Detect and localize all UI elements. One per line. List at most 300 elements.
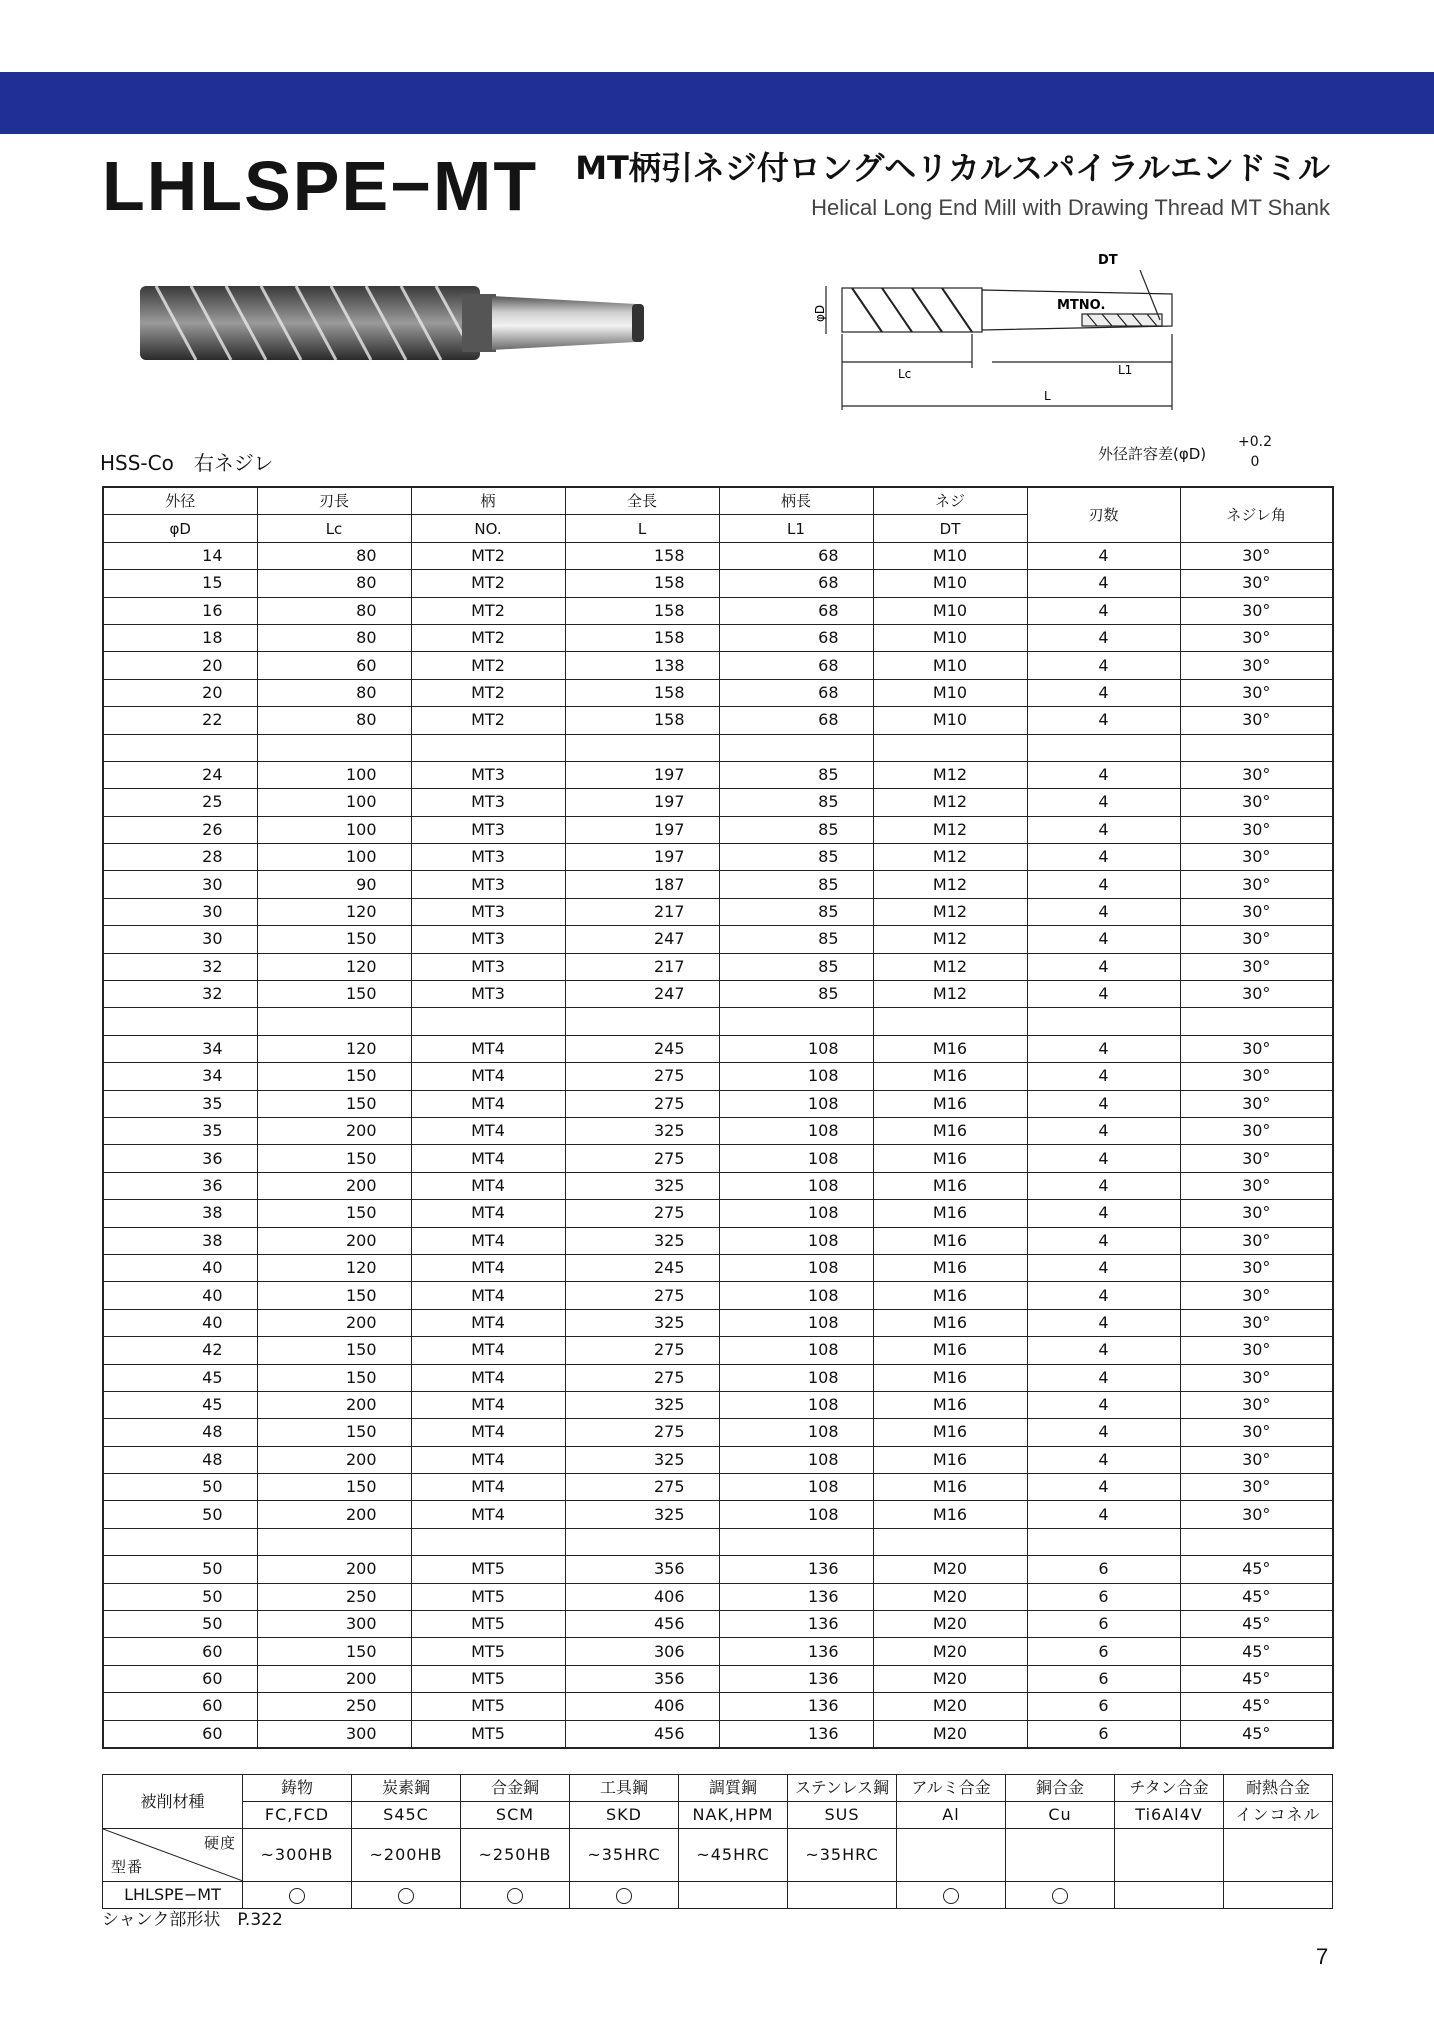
table-row [103, 1583, 1333, 1610]
cell-thread: M12 [873, 898, 1027, 925]
cell-flute-length: 150 [257, 1145, 411, 1172]
suitability-cell [461, 1882, 570, 1909]
cell-shank-length: 68 [719, 679, 873, 706]
cell-flutes: 4 [1027, 1391, 1180, 1418]
material-hardness: ~200HB [352, 1829, 461, 1882]
table-row [103, 570, 1333, 597]
cell-helix-angle: 30° [1180, 1035, 1333, 1062]
cell-flute-length: 100 [257, 844, 411, 871]
cell-shank-no: MT4 [411, 1474, 565, 1501]
cell-thread [873, 734, 1027, 761]
product-title-jp: MT柄引ネジ付ロングヘリカルスパイラルエンドミル [575, 149, 1330, 187]
cell-flute-length: 120 [257, 1035, 411, 1062]
cell-shank-no: MT5 [411, 1720, 565, 1748]
cell-shank-length: 68 [719, 542, 873, 569]
cell-overall-length: 158 [565, 624, 719, 651]
table-row [103, 1282, 1333, 1309]
cell-helix-angle: 45° [1180, 1583, 1333, 1610]
cell-shank-length: 108 [719, 1117, 873, 1144]
cell-flutes: 4 [1027, 624, 1180, 651]
cell-overall-length: 197 [565, 789, 719, 816]
technical-drawing [812, 250, 1262, 412]
cell-helix-angle: 30° [1180, 1446, 1333, 1473]
cell-flutes: 4 [1027, 597, 1180, 624]
cell-flute-length: 150 [257, 1337, 411, 1364]
cell-flutes: 4 [1027, 816, 1180, 843]
cell-thread: M16 [873, 1391, 1027, 1418]
cell-helix-angle [1180, 734, 1333, 761]
cell-shank-no: MT4 [411, 1145, 565, 1172]
cell-diameter: 50 [103, 1583, 257, 1610]
cell-helix-angle: 30° [1180, 624, 1333, 651]
cell-helix-angle: 30° [1180, 570, 1333, 597]
cell-helix-angle: 30° [1180, 597, 1333, 624]
cell-shank-no: MT5 [411, 1611, 565, 1638]
cell-shank-no: MT3 [411, 789, 565, 816]
drawing-dt-label: DT [1098, 253, 1118, 268]
cell-overall-length: 456 [565, 1611, 719, 1638]
suitable-circle-icon [289, 1888, 305, 1904]
cell-flutes: 4 [1027, 542, 1180, 569]
cell-flute-length: 300 [257, 1720, 411, 1748]
cell-thread [873, 1008, 1027, 1035]
cell-flute-length: 200 [257, 1117, 411, 1144]
cell-shank-length [719, 1528, 873, 1555]
cell-flutes: 4 [1027, 789, 1180, 816]
cell-thread: M10 [873, 542, 1027, 569]
cell-diameter: 60 [103, 1665, 257, 1692]
cell-flute-length: 100 [257, 761, 411, 788]
cell-helix-angle [1180, 1528, 1333, 1555]
material-grade: SKD [570, 1802, 679, 1829]
cell-diameter: 30 [103, 898, 257, 925]
material-grade: Ti6Al4V [1115, 1802, 1224, 1829]
cell-thread: M20 [873, 1693, 1027, 1720]
cell-flutes: 4 [1027, 1117, 1180, 1144]
cell-overall-length: 325 [565, 1391, 719, 1418]
cell-shank-length: 85 [719, 953, 873, 980]
cell-flutes: 4 [1027, 761, 1180, 788]
model-name: LHLSPE−MT [103, 1882, 243, 1909]
cell-flute-length: 80 [257, 542, 411, 569]
cell-shank-length: 108 [719, 1337, 873, 1364]
table-row [103, 1200, 1333, 1227]
table-row [103, 761, 1333, 788]
cell-shank-no: MT2 [411, 707, 565, 734]
cell-overall-length: 217 [565, 898, 719, 925]
cell-shank-length: 108 [719, 1501, 873, 1528]
cell-diameter: 22 [103, 707, 257, 734]
cell-flute-length: 250 [257, 1583, 411, 1610]
cell-thread: M16 [873, 1309, 1027, 1336]
cell-overall-length: 325 [565, 1227, 719, 1254]
cell-flute-length: 120 [257, 1254, 411, 1281]
material-grade: Cu [1006, 1802, 1115, 1829]
cell-shank-length: 85 [719, 898, 873, 925]
suitable-circle-icon [507, 1888, 523, 1904]
cell-flutes: 6 [1027, 1611, 1180, 1638]
cell-helix-angle: 30° [1180, 1419, 1333, 1446]
suitability-cell [1115, 1882, 1224, 1909]
cell-shank-no: MT4 [411, 1391, 565, 1418]
cell-diameter: 60 [103, 1720, 257, 1748]
cell-flute-length: 80 [257, 707, 411, 734]
cell-helix-angle: 30° [1180, 1501, 1333, 1528]
table-row [103, 953, 1333, 980]
cell-flutes [1027, 1008, 1180, 1035]
drawing-l1-label: L1 [1118, 363, 1133, 377]
cell-shank-length: 108 [719, 1063, 873, 1090]
cell-thread: M16 [873, 1172, 1027, 1199]
cell-flutes: 4 [1027, 1254, 1180, 1281]
table-row [103, 624, 1333, 651]
cell-flutes: 4 [1027, 652, 1180, 679]
cell-diameter: 15 [103, 570, 257, 597]
cell-thread: M10 [873, 652, 1027, 679]
cell-shank-no: MT4 [411, 1419, 565, 1446]
table-row [103, 871, 1333, 898]
cell-thread: M20 [873, 1665, 1027, 1692]
cell-overall-length: 187 [565, 871, 719, 898]
cell-flutes: 4 [1027, 953, 1180, 980]
cell-thread: M16 [873, 1117, 1027, 1144]
cell-flute-length: 300 [257, 1611, 411, 1638]
cell-thread: M12 [873, 926, 1027, 953]
cell-thread [873, 1528, 1027, 1555]
cell-helix-angle: 30° [1180, 1227, 1333, 1254]
hardness-label: 硬度 [203, 1834, 236, 1852]
cell-shank-length: 136 [719, 1638, 873, 1665]
cell-overall-length [565, 734, 719, 761]
material-category: チタン合金 [1115, 1775, 1224, 1802]
table-row [103, 926, 1333, 953]
cell-overall-length: 247 [565, 926, 719, 953]
cell-overall-length [565, 1008, 719, 1035]
cell-thread: M16 [873, 1337, 1027, 1364]
page-number: 7 [1316, 1944, 1329, 1969]
cell-overall-length: 275 [565, 1419, 719, 1446]
cell-diameter: 50 [103, 1474, 257, 1501]
table-row [103, 1117, 1333, 1144]
cell-shank-length: 85 [719, 981, 873, 1008]
table-row [103, 1419, 1333, 1446]
cell-helix-angle: 30° [1180, 1254, 1333, 1281]
cell-diameter: 34 [103, 1035, 257, 1062]
material-category-row [103, 1775, 1333, 1802]
col-symbol-l: L [565, 515, 719, 542]
cell-shank-no [411, 1008, 565, 1035]
cell-helix-angle: 30° [1180, 652, 1333, 679]
cell-thread: M16 [873, 1282, 1027, 1309]
tolerance-lower: 0 [1250, 454, 1260, 470]
cell-diameter: 40 [103, 1309, 257, 1336]
cell-shank-length: 108 [719, 1391, 873, 1418]
cell-shank-length: 85 [719, 871, 873, 898]
table-row [103, 1391, 1333, 1418]
suitable-circle-icon [616, 1888, 632, 1904]
cell-diameter: 60 [103, 1693, 257, 1720]
cell-thread: M16 [873, 1145, 1027, 1172]
table-row [103, 1693, 1333, 1720]
cell-shank-no: MT2 [411, 542, 565, 569]
table-row [103, 1446, 1333, 1473]
cell-overall-length: 406 [565, 1693, 719, 1720]
cell-thread: M10 [873, 679, 1027, 706]
material-hardness [1224, 1829, 1333, 1882]
cell-overall-length: 275 [565, 1337, 719, 1364]
cell-diameter: 36 [103, 1145, 257, 1172]
table-row [103, 844, 1333, 871]
cell-flute-length: 200 [257, 1446, 411, 1473]
cell-overall-length: 158 [565, 542, 719, 569]
cell-shank-length: 68 [719, 707, 873, 734]
material-category: 銅合金 [1006, 1775, 1115, 1802]
table-row [103, 1172, 1333, 1199]
col-header-shank-length: 柄長 [719, 487, 873, 515]
tolerance-values [1238, 432, 1272, 472]
material-category: 調質鋼 [679, 1775, 788, 1802]
cell-overall-length: 325 [565, 1172, 719, 1199]
cell-thread: M12 [873, 761, 1027, 788]
cell-flutes: 4 [1027, 1172, 1180, 1199]
cell-flutes: 4 [1027, 871, 1180, 898]
shank-reference-note: シャンク部形状 P.322 [102, 1910, 283, 1930]
cell-diameter: 50 [103, 1501, 257, 1528]
cell-diameter: 16 [103, 597, 257, 624]
cell-shank-no: MT4 [411, 1117, 565, 1144]
cell-overall-length: 245 [565, 1035, 719, 1062]
table-row [103, 1063, 1333, 1090]
cell-overall-length: 306 [565, 1638, 719, 1665]
cell-flute-length: 150 [257, 1282, 411, 1309]
col-header-flute-length: 刃長 [257, 487, 411, 515]
col-symbol-no: NO. [411, 515, 565, 542]
cell-flute-length: 150 [257, 981, 411, 1008]
work-material-label: 被削材種 [103, 1775, 243, 1829]
material-hardness: ~250HB [461, 1829, 570, 1882]
drawing-d-label: φD [813, 304, 827, 322]
cell-flute-length: 200 [257, 1227, 411, 1254]
suitability-cell [570, 1882, 679, 1909]
cell-flutes: 4 [1027, 1501, 1180, 1528]
cell-flutes: 4 [1027, 1145, 1180, 1172]
cell-overall-length: 356 [565, 1556, 719, 1583]
cell-overall-length [565, 1528, 719, 1555]
cell-flute-length: 120 [257, 953, 411, 980]
table-row [103, 1337, 1333, 1364]
cell-diameter: 38 [103, 1200, 257, 1227]
cell-thread: M16 [873, 1501, 1027, 1528]
material-category: アルミ合金 [897, 1775, 1006, 1802]
cell-shank-length: 136 [719, 1665, 873, 1692]
cell-thread: M12 [873, 871, 1027, 898]
material-category: 工具鋼 [570, 1775, 679, 1802]
cell-helix-angle: 45° [1180, 1665, 1333, 1692]
cell-shank-length: 108 [719, 1364, 873, 1391]
cell-shank-no: MT4 [411, 1063, 565, 1090]
cell-flute-length: 150 [257, 1090, 411, 1117]
product-code: LHLSPE−MT [102, 147, 539, 225]
suitability-cell [352, 1882, 461, 1909]
cell-flute-length: 150 [257, 1638, 411, 1665]
cell-diameter: 28 [103, 844, 257, 871]
cell-shank-no: MT2 [411, 652, 565, 679]
table-row [103, 1611, 1333, 1638]
cell-thread: M16 [873, 1090, 1027, 1117]
cell-diameter: 45 [103, 1364, 257, 1391]
cell-thread: M20 [873, 1583, 1027, 1610]
cell-flute-length: 100 [257, 816, 411, 843]
cell-shank-no: MT3 [411, 953, 565, 980]
cell-overall-length: 247 [565, 981, 719, 1008]
hardness-row [103, 1829, 1333, 1882]
suitability-cell [243, 1882, 352, 1909]
cell-shank-length: 85 [719, 844, 873, 871]
material-grade: SUS [788, 1802, 897, 1829]
cell-flute-length: 150 [257, 1364, 411, 1391]
cell-diameter: 35 [103, 1117, 257, 1144]
cell-shank-no: MT4 [411, 1309, 565, 1336]
cell-shank-length: 136 [719, 1693, 873, 1720]
cell-diameter: 20 [103, 679, 257, 706]
cell-flute-length: 150 [257, 926, 411, 953]
cell-flutes: 4 [1027, 1446, 1180, 1473]
end-mill-photo [136, 278, 656, 368]
cell-diameter: 60 [103, 1638, 257, 1665]
cell-helix-angle: 30° [1180, 1309, 1333, 1336]
suitability-cell [788, 1882, 897, 1909]
material-category: 耐熱合金 [1224, 1775, 1333, 1802]
table-row [103, 679, 1333, 706]
cell-thread: M20 [873, 1556, 1027, 1583]
material-grade: インコネル [1224, 1802, 1333, 1829]
table-row [103, 707, 1333, 734]
cell-shank-no: MT4 [411, 1282, 565, 1309]
cell-shank-no: MT4 [411, 1337, 565, 1364]
cell-diameter: 45 [103, 1391, 257, 1418]
cell-shank-length: 108 [719, 1446, 873, 1473]
cell-flutes: 4 [1027, 707, 1180, 734]
cell-helix-angle: 30° [1180, 1172, 1333, 1199]
cell-flutes: 6 [1027, 1665, 1180, 1692]
cell-shank-length: 108 [719, 1227, 873, 1254]
cell-flute-length [257, 1528, 411, 1555]
material-grade: NAK,HPM [679, 1802, 788, 1829]
cell-flutes: 4 [1027, 1063, 1180, 1090]
cell-flute-length: 150 [257, 1474, 411, 1501]
spec-table [102, 486, 1334, 1749]
cell-diameter: 26 [103, 816, 257, 843]
cell-shank-length: 108 [719, 1035, 873, 1062]
cell-overall-length: 325 [565, 1309, 719, 1336]
cell-helix-angle: 45° [1180, 1638, 1333, 1665]
cell-flutes: 6 [1027, 1720, 1180, 1748]
cell-diameter: 14 [103, 542, 257, 569]
suitable-circle-icon [398, 1888, 414, 1904]
material-category: 鋳物 [243, 1775, 352, 1802]
cell-shank-length: 108 [719, 1200, 873, 1227]
cell-flute-length: 80 [257, 679, 411, 706]
table-row [103, 789, 1333, 816]
cell-flute-length: 200 [257, 1172, 411, 1199]
col-symbol-l1: L1 [719, 515, 873, 542]
cell-shank-no: MT4 [411, 1227, 565, 1254]
col-header-thread: ネジ [873, 487, 1027, 515]
material-grade: S45C [352, 1802, 461, 1829]
col-header-shank: 柄 [411, 487, 565, 515]
cell-flute-length: 100 [257, 789, 411, 816]
table-row [103, 734, 1333, 761]
material-hardness: ~300HB [243, 1829, 352, 1882]
cell-thread: M16 [873, 1035, 1027, 1062]
drawing-mtno-label: MTNO. [1057, 298, 1106, 313]
cell-helix-angle: 30° [1180, 898, 1333, 925]
cell-flutes: 6 [1027, 1693, 1180, 1720]
cell-thread: M12 [873, 981, 1027, 1008]
spec-header-row-1 [103, 487, 1333, 515]
model-label: 型番 [111, 1858, 144, 1876]
cell-shank-no: MT4 [411, 1172, 565, 1199]
cell-flutes: 4 [1027, 1309, 1180, 1336]
col-header-overall-length: 全長 [565, 487, 719, 515]
cell-overall-length: 275 [565, 1063, 719, 1090]
cell-flutes: 4 [1027, 1337, 1180, 1364]
cell-flutes: 4 [1027, 1364, 1180, 1391]
suitability-cell [679, 1882, 788, 1909]
material-hardness: ~35HRC [570, 1829, 679, 1882]
material-category: ステンレス鋼 [788, 1775, 897, 1802]
cell-diameter: 24 [103, 761, 257, 788]
cell-diameter: 36 [103, 1172, 257, 1199]
cell-flute-length: 80 [257, 597, 411, 624]
cell-flutes: 4 [1027, 844, 1180, 871]
table-row [103, 981, 1333, 1008]
cell-overall-length: 456 [565, 1720, 719, 1748]
cell-flute-length: 150 [257, 1419, 411, 1446]
cell-shank-length: 108 [719, 1172, 873, 1199]
cell-overall-length: 275 [565, 1364, 719, 1391]
cell-thread: M16 [873, 1446, 1027, 1473]
cell-helix-angle: 30° [1180, 1200, 1333, 1227]
cell-flutes: 4 [1027, 926, 1180, 953]
cell-flute-length: 150 [257, 1063, 411, 1090]
cell-diameter: 35 [103, 1090, 257, 1117]
cell-flute-length: 150 [257, 1200, 411, 1227]
cell-shank-no [411, 734, 565, 761]
tolerance-label: 外径許容差(φD) [1098, 445, 1207, 463]
cell-shank-length: 108 [719, 1419, 873, 1446]
table-row [103, 1145, 1333, 1172]
cell-flutes: 4 [1027, 1035, 1180, 1062]
cell-helix-angle: 30° [1180, 1364, 1333, 1391]
cell-diameter: 42 [103, 1337, 257, 1364]
cell-shank-length: 85 [719, 789, 873, 816]
cell-shank-length: 85 [719, 926, 873, 953]
cell-flute-length: 200 [257, 1309, 411, 1336]
cell-diameter: 32 [103, 953, 257, 980]
cell-overall-length: 325 [565, 1117, 719, 1144]
cell-shank-length: 68 [719, 570, 873, 597]
cell-overall-length: 325 [565, 1501, 719, 1528]
cell-shank-length: 108 [719, 1282, 873, 1309]
cell-flutes: 4 [1027, 1282, 1180, 1309]
cell-shank-no: MT2 [411, 597, 565, 624]
cell-thread: M16 [873, 1200, 1027, 1227]
cell-shank-no: MT5 [411, 1556, 565, 1583]
cell-diameter [103, 1008, 257, 1035]
cell-flutes: 4 [1027, 570, 1180, 597]
cell-helix-angle: 30° [1180, 1391, 1333, 1418]
